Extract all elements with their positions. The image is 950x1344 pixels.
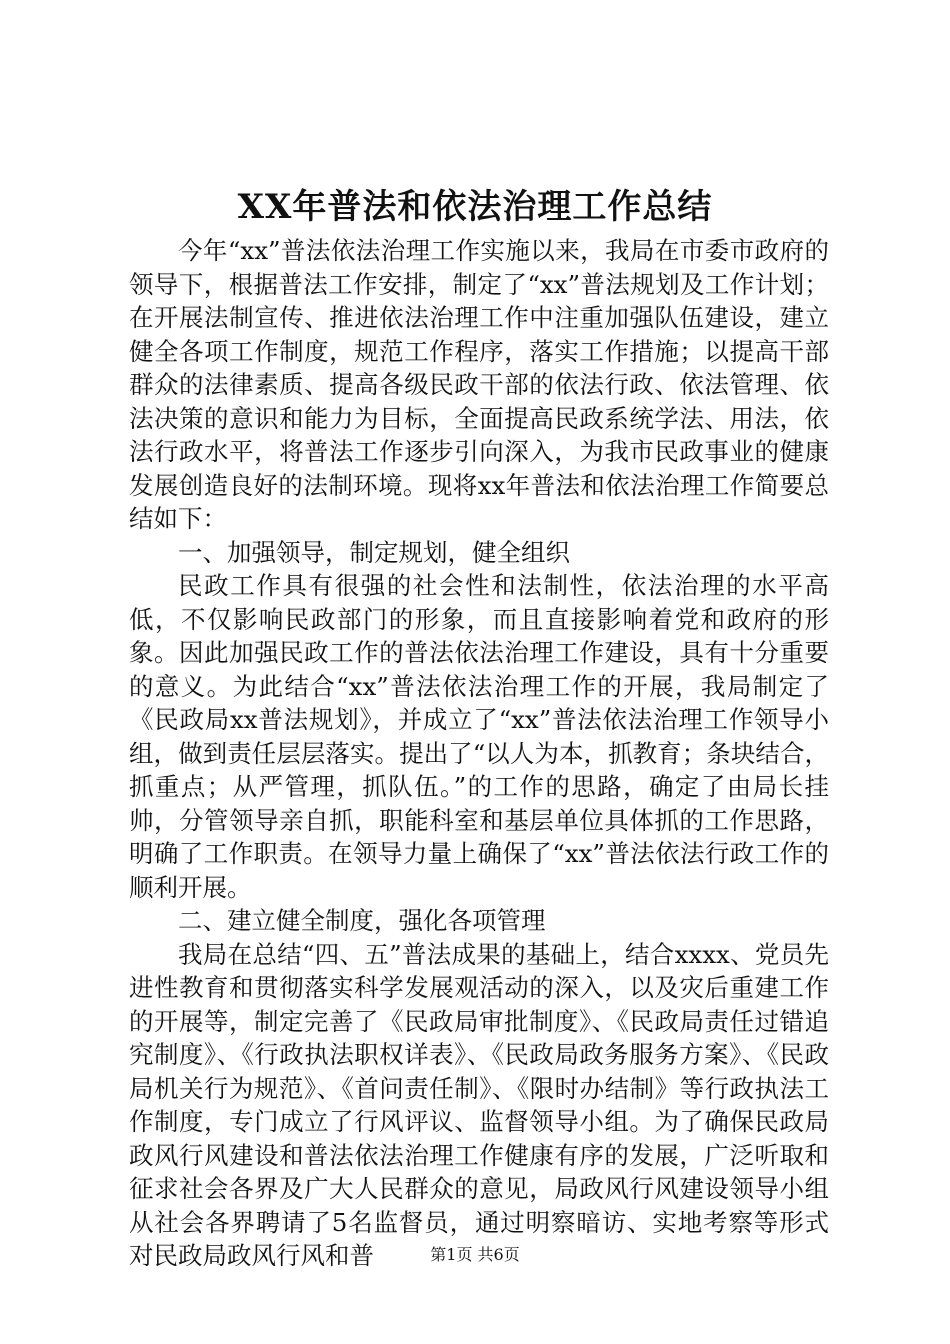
section-heading-2: 二、建立健全制度，强化各项管理 (178, 906, 546, 935)
page-footer: 第1页 共6页 (430, 1245, 520, 1264)
section-heading-1: 一、加强领导，制定规划，健全组织 (178, 537, 570, 567)
section-1-paragraph: 民政工作具有很强的社会性和法制性，依法治理的水平高低，不仅影响民政部门的形象，而且直接影响着党和政府的形象。因此加强民政工作的普法依法治理工作建设，具有十分重要的意义。为此结合“xx”普法依法治理工作的开展，我局制定了《民政局xx普法规划》，并成立了“xx”普法依法治理工作领导小组，做到责任层层落实。提出了“以人为本，抓教育；条块结合，抓重点；从严管理，抓队伍。”的工作的思路，确定了由局长挂帅，分管领导亲自抓，职能科室和基层单位具体抓的工作思路，明确了工作职责。在领导力量上确保了“xx”普法依法行政工作的顺利开展。 (129, 571, 829, 902)
document-body (129, 234, 829, 1273)
document-title: XX年普法和依法治理工作总结 (237, 187, 713, 227)
section-2-paragraph: 我局在总结“四、五”普法成果的基础上，结合xxxx、党员先进性教育和贯彻落实科学发展观活动的深入，以及灾后重建工作的开展等，制定完善了《民政局审批制度》、《民政局责任过错追究制度》、《行政执法职权详表》、《民政局政务服务方案》、《民政局机关行为规范》、《首问责任制》、《限时办结制》等行政执法工作制度，专门成立了行风评议、监督领导小组。为了确保民政局政风行风建设和普法依法治理工作健康有序的发展，广泛听取和征求社会各界及广大人民群众的意见，局政风行风建设领导小组从社会各界聘请了5名监督员，通过明察暗访、实地考察等形式对民政局政风行风和普 (129, 939, 829, 1270)
intro-paragraph: 今年“xx”普法依法治理工作实施以来，我局在市委市政府的领导下，根据普法工作安排，制定了“xx”普法规划及工作计划；在开展法制宣传、推进依法治理工作中注重加强队伍建设，建立健全各项工作制度，规范工作程序，落实工作措施；以提高干部群众的法律素质、提高各级民政干部的依法行政、依法管理、依法决策的意识和能力为目标，全面提高民政系统学法、用法，依法行政水平，将普法工作逐步引向深入，为我市民政事业的健康发展创造良好的法制环境。现将xx年普法和依法治理工作简要总结如下： (129, 236, 829, 533)
